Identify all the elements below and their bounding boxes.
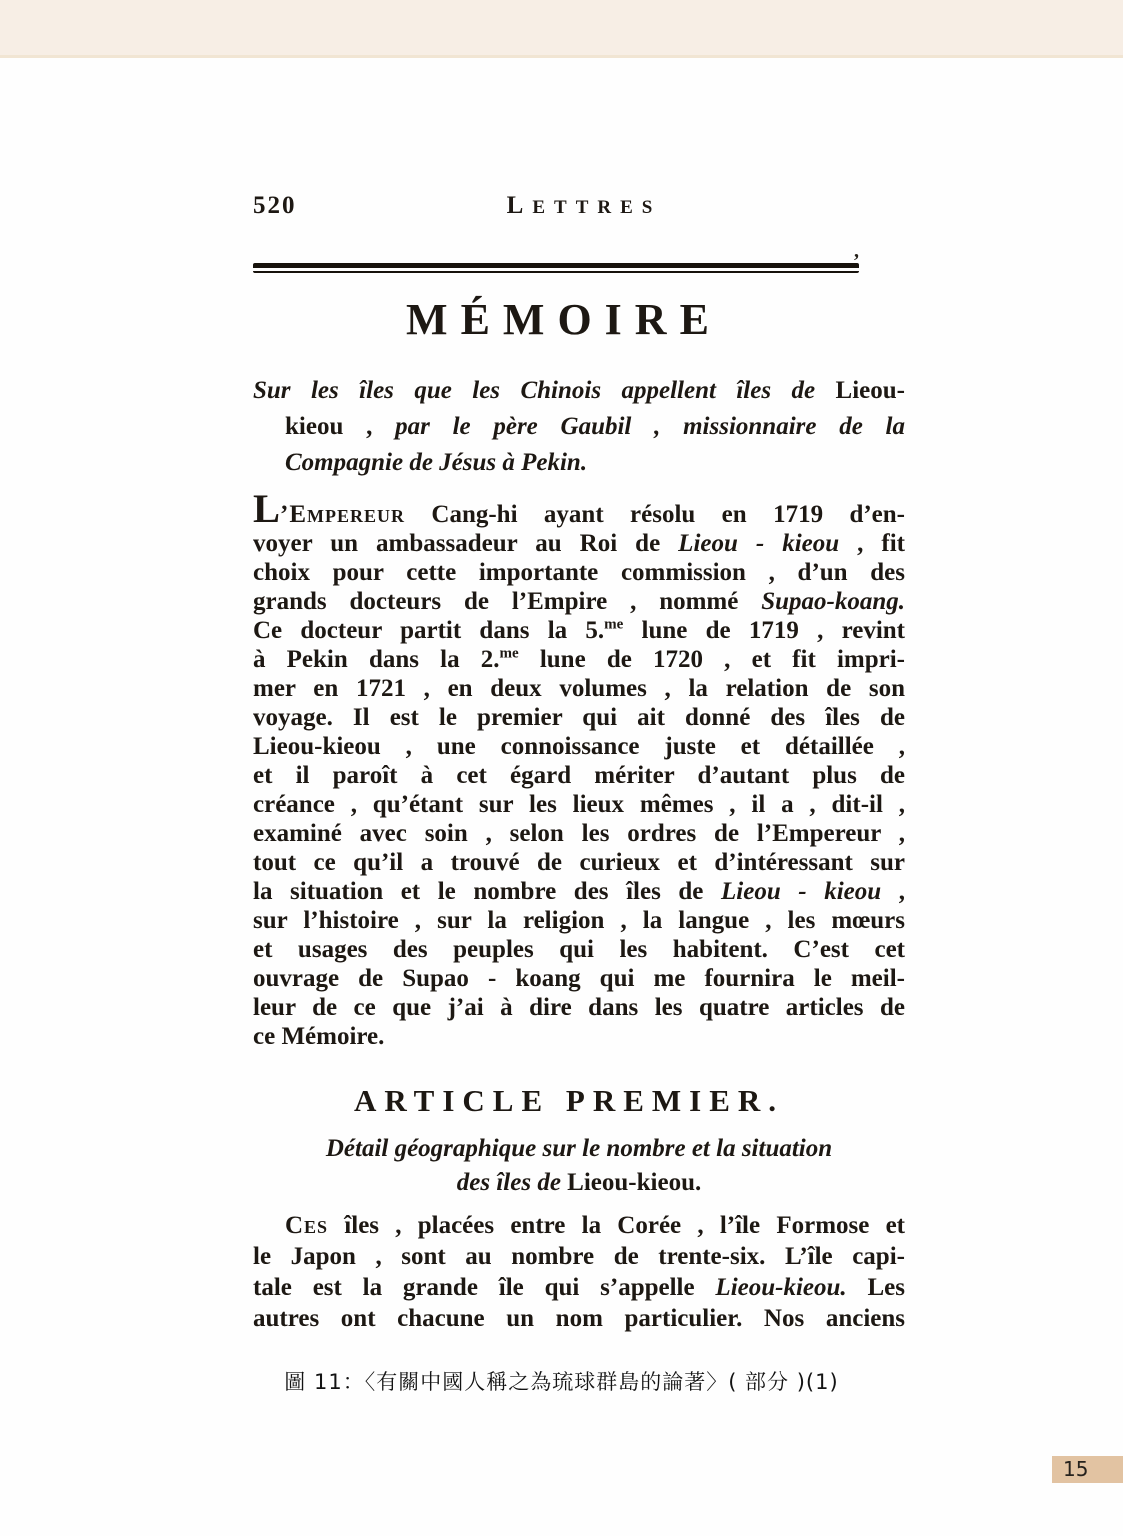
scanned-page xyxy=(253,192,905,1334)
body-paragraph-1 xyxy=(253,486,906,1051)
text-line: L’Empereur Cang-hi ayant résolu en 1719 d’en- xyxy=(253,486,905,531)
text-line: à Pekin dans la 2.$^{me}$ lune de 1720 , et fit impri- xyxy=(253,645,905,673)
memoire-title: MÉMOIRE xyxy=(406,295,722,344)
text-line: grands docteurs de l’Empire , nommé Supao-koang. xyxy=(253,588,905,615)
text-line: ouvrage de Supao - koang qui me fournira le meil- xyxy=(253,965,905,992)
text-line: Détail géographique sur le nombre et la situation xyxy=(325,1135,833,1162)
text-line: ce Mémoire. xyxy=(253,1023,385,1050)
header-rule xyxy=(253,263,859,273)
memoire-subtitle xyxy=(253,373,905,481)
text-line: Lieou-kieou , une connoissance juste et détaillée , xyxy=(253,733,905,760)
text-line: voyer un ambassadeur au Roi de Lieou - kieou , fit xyxy=(253,530,905,557)
text-line: créance , qu’étant sur les lieux mêmes , il a , dit-il , xyxy=(253,791,905,818)
text-line: mer en 1721 , en deux volumes , la relation de son xyxy=(253,675,905,702)
text-line: tout ce qu’il a trouvé de curieux et d’intéressant sur xyxy=(253,849,905,876)
text-line: Compagnie de Jésus à Pekin. xyxy=(285,449,588,476)
text-line: autres ont chacune un nom particulier. Nos anciens xyxy=(253,1305,905,1332)
running-header: LETTRES xyxy=(506,192,662,219)
text-line: voyage. Il est le premier qui ait donné des îles de xyxy=(253,704,905,731)
folio-number: 520 xyxy=(253,192,297,219)
text-line: des îles de Lieou-kieou. xyxy=(456,1169,702,1196)
text-line: Ces îles , placées entre la Corée , l’île Formose et xyxy=(285,1212,905,1239)
page-number: 15 xyxy=(1063,1457,1089,1481)
text-line: examiné avec soin , selon les ordres de l’Empereur , xyxy=(253,820,905,847)
article-subtitle xyxy=(253,1132,905,1200)
text-line: Ce docteur partit dans la 5.$^{me}$ lune de 1719 , revint xyxy=(253,616,905,644)
figure-caption: 圖 11：〈有關中國人稱之為琉球群島的論著〉( 部分 )(1) xyxy=(284,1370,839,1394)
text-line: sur l’histoire , sur la religion , la langue , les mœurs xyxy=(253,907,905,934)
body-paragraph-2 xyxy=(253,1210,905,1334)
page-header xyxy=(253,192,905,222)
text-line: le Japon , sont au nombre de trente-six. L’île capi- xyxy=(253,1243,905,1270)
top-banner-strip xyxy=(0,0,1123,58)
text-line: choix pour cette importante commission , d’un des xyxy=(253,559,905,586)
text-line: la situation et le nombre des îles de Lieou - kieou , xyxy=(253,878,906,905)
page-number-badge xyxy=(1052,1456,1123,1483)
text-line: leur de ce que j’ai à dire dans les quatre articles de xyxy=(253,994,905,1021)
text-line: kieou , par le père Gaubil , missionnaire de la xyxy=(285,413,905,440)
article-heading: ARTICLE PREMIER. xyxy=(353,1083,785,1118)
text-line: tale est la grande île qui s’appelle Lieou-kieou. Les xyxy=(253,1274,905,1301)
text-line: Sur les îles que les Chinois appellent îles de Lieou- xyxy=(253,377,905,404)
text-line: et usages des peuples qui les habitent. C’est cet xyxy=(253,936,905,963)
scan-speck-artifact: ’ xyxy=(853,250,860,272)
text-line: et il paroît à cet égard mériter d’autant plus de xyxy=(253,762,905,789)
